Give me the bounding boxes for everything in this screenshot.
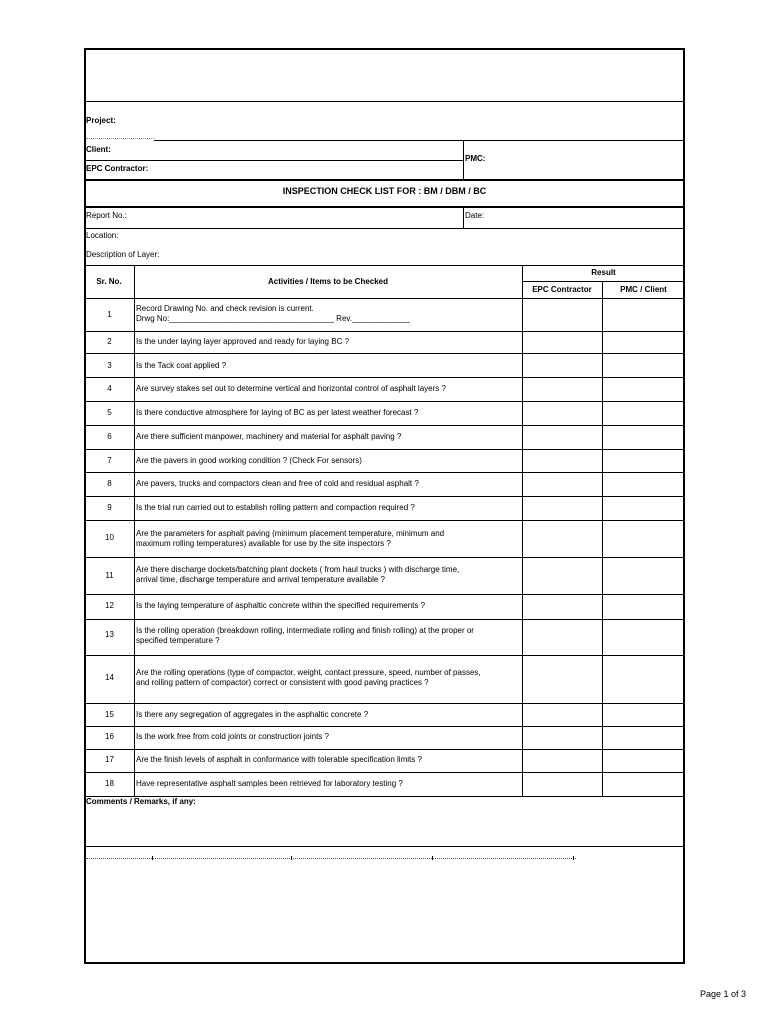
divider bbox=[522, 265, 685, 266]
divider bbox=[84, 206, 685, 208]
row-text: Is the Tack coat applied ? bbox=[136, 361, 227, 370]
row-text: Are there discharge dockets/batching plant dockets ( from haul trucks ) with discharge time, arrival time, discharge temperature and arrival temperature available ? bbox=[136, 565, 460, 584]
row-text: Have representative asphalt samples been retrieved for laboratory testing ? bbox=[136, 779, 403, 788]
divider bbox=[522, 281, 685, 282]
row-divider bbox=[84, 449, 685, 450]
sr-no-header: Sr. No. bbox=[96, 277, 122, 286]
activities-header: Activities / Items to be Checked bbox=[267, 277, 389, 286]
row-text: Are there sufficient manpower, machinery and material for asphalt paving ? bbox=[136, 432, 402, 441]
divider bbox=[154, 140, 685, 141]
row-text: Are pavers, trucks and compactors clean and free of cold and residual asphalt ? bbox=[136, 479, 419, 488]
row-divider bbox=[84, 703, 685, 704]
divider bbox=[463, 206, 464, 228]
row-text: Are the pavers in good working condition ? (Check For sensors) bbox=[136, 456, 362, 465]
row-text: Is the work free from cold joints or construction joints ? bbox=[136, 732, 329, 741]
epc-contractor-header: EPC Contractor bbox=[532, 285, 592, 294]
row-number: 2 bbox=[107, 337, 112, 346]
project-underline bbox=[86, 138, 154, 139]
row-number: 13 bbox=[105, 630, 114, 639]
tick bbox=[291, 856, 292, 860]
row-text: Is there any segregation of aggregates in the asphaltic concrete ? bbox=[136, 710, 369, 719]
row-text: Is the laying temperature of asphaltic concrete within the specified requirements ? bbox=[136, 601, 426, 610]
row-number: 16 bbox=[105, 732, 114, 741]
row-number: 14 bbox=[105, 673, 114, 682]
row-text: Are the rolling operations (type of compactor, weight, contact pressure, speed, number of passes, and rolling pattern of compactor) correct or consistent with good paving practices ? bbox=[136, 668, 481, 687]
epc-contractor-label: EPC Contractor: bbox=[86, 164, 149, 173]
divider bbox=[84, 179, 685, 181]
row-divider bbox=[84, 472, 685, 473]
row-text: Are the parameters for asphalt paving (minimum placement temperature, minimum and maximum rolling temperatures) available for use by the site inspectors ? bbox=[136, 529, 445, 548]
pmc-label: PMC: bbox=[465, 154, 486, 163]
row-number: 10 bbox=[105, 533, 114, 542]
row-divider bbox=[84, 726, 685, 727]
row-number: 17 bbox=[105, 755, 114, 764]
divider bbox=[84, 265, 522, 266]
divider bbox=[84, 298, 685, 299]
row-text: Is the rolling operation (breakdown rolling, intermediate rolling and finish rolling) at the proper or specified temperature ? bbox=[136, 626, 474, 645]
row-number: 4 bbox=[107, 384, 112, 393]
page-number: Page 1 of 3 bbox=[700, 989, 747, 999]
row-divider bbox=[84, 655, 685, 656]
column-divider bbox=[602, 281, 603, 796]
divider bbox=[84, 101, 685, 102]
row-number: 5 bbox=[107, 408, 112, 417]
column-divider bbox=[522, 265, 523, 796]
client-label: Client: bbox=[86, 145, 111, 154]
row-divider bbox=[84, 331, 685, 332]
row-text: Are the finish levels of asphalt in conformance with tolerable specification limits ? bbox=[136, 755, 422, 764]
row-divider bbox=[84, 520, 685, 521]
row-text: Is the under laying layer approved and ready for laying BC ? bbox=[136, 337, 350, 346]
row-number: 7 bbox=[107, 456, 112, 465]
row-text: Is the trial run carried out to establish rolling pattern and compaction required ? bbox=[136, 503, 415, 512]
row-number: 6 bbox=[107, 432, 112, 441]
divider bbox=[84, 846, 685, 847]
result-header: Result bbox=[591, 268, 616, 277]
row-number: 11 bbox=[105, 571, 114, 580]
divider bbox=[84, 228, 685, 229]
column-divider bbox=[134, 265, 135, 796]
tick bbox=[432, 856, 433, 860]
tick bbox=[573, 856, 574, 860]
row-text: Is there conductive atmosphere for laying of BC as per latest weather forecast ? bbox=[136, 408, 419, 417]
location-label: Location: bbox=[86, 231, 119, 240]
row-text: Record Drawing No. and check revision is current. Drwg No:_____________________________________ Rev._____________ bbox=[136, 304, 410, 323]
description-label: Description of Layer: bbox=[86, 250, 160, 259]
divider bbox=[84, 160, 464, 161]
row-divider bbox=[84, 496, 685, 497]
row-divider bbox=[84, 557, 685, 558]
row-number: 3 bbox=[107, 361, 112, 370]
row-divider bbox=[84, 401, 685, 402]
date-label: Date: bbox=[465, 211, 485, 220]
row-number: 18 bbox=[105, 779, 114, 788]
row-divider bbox=[84, 425, 685, 426]
row-divider bbox=[84, 619, 685, 620]
row-number: 8 bbox=[107, 479, 112, 488]
comments-label: Comments / Remarks, if any: bbox=[86, 797, 196, 806]
report-no-label: Report No.: bbox=[86, 211, 127, 220]
row-divider bbox=[84, 377, 685, 378]
row-number: 12 bbox=[105, 601, 114, 610]
row-number: 9 bbox=[107, 503, 112, 512]
row-divider bbox=[84, 749, 685, 750]
divider bbox=[463, 140, 464, 179]
row-number: 15 bbox=[105, 710, 114, 719]
row-number: 1 bbox=[107, 310, 112, 319]
tick bbox=[152, 856, 153, 860]
pmc-client-header: PMC / Client bbox=[620, 285, 667, 294]
row-text: Are survey stakes set out to determine vertical and horizontal control of asphalt layers ? bbox=[136, 384, 446, 393]
row-divider bbox=[84, 353, 685, 354]
row-divider bbox=[84, 594, 685, 595]
project-label: Project: bbox=[86, 116, 116, 125]
signature-line bbox=[86, 858, 576, 859]
page-title: INSPECTION CHECK LIST FOR : BM / DBM / BC bbox=[282, 186, 487, 196]
row-divider bbox=[84, 772, 685, 773]
